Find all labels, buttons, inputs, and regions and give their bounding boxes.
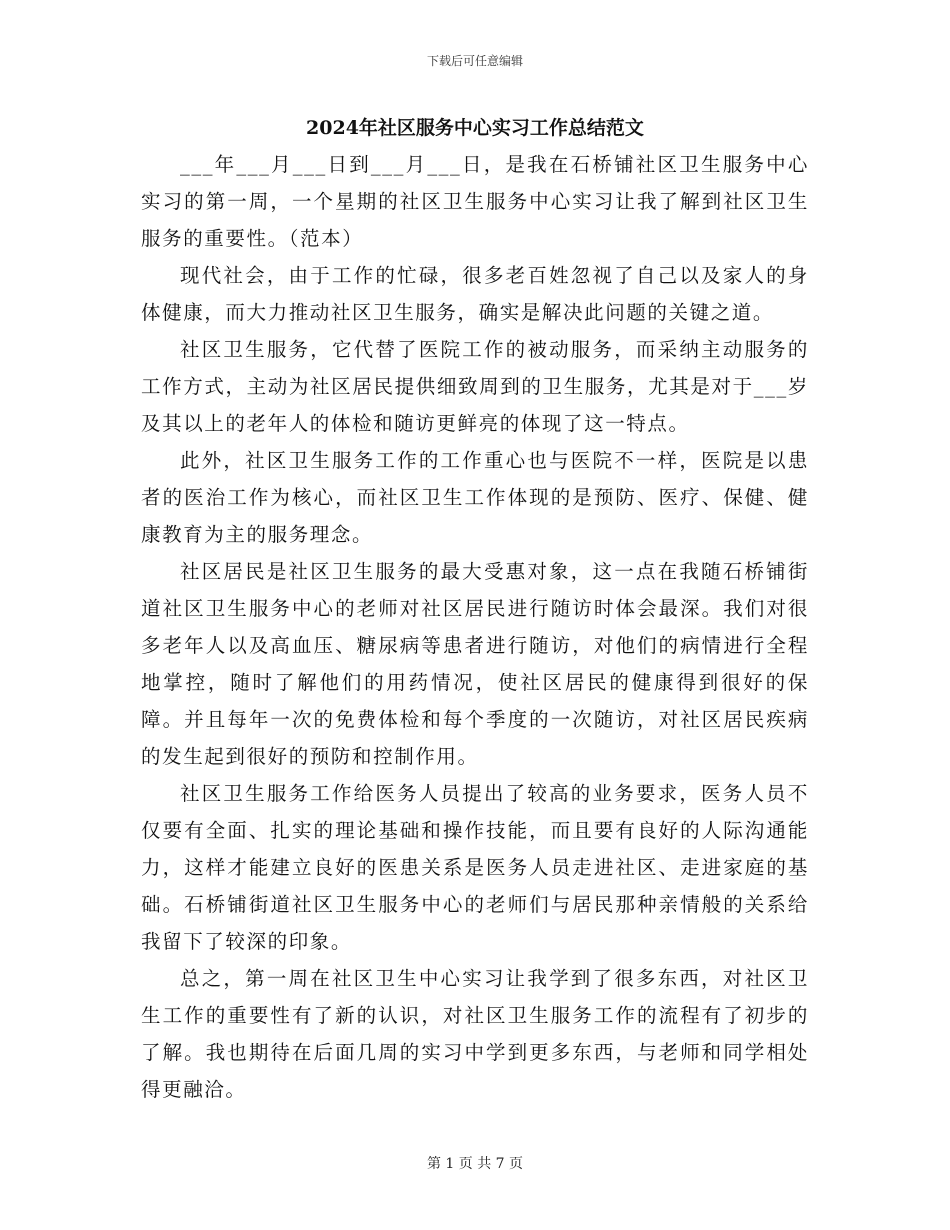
document-title: 2024年社区服务中心实习工作总结范文 (306, 117, 644, 139)
paragraph-5: 社区居民是社区卫生服务的最大受惠对象，这一点在我随石桥铺街道社区卫生服务中心的老师对社区居民进行随访时体会最深。我们对很多老年人以及高血压、糖尿病等患者进行随访，对他们的病情进行全程地掌控，随时了解他们的用药情况，使社区居民的健康得到很好的保障。并且每年一次的免费体检和每个季度的一次随访，对社区居民疾病的发生起到很好的预防和控制作用。 (141, 560, 809, 768)
paragraph-6: 社区卫生服务工作给医务人员提出了较高的业务要求，医务人员不仅要有全面、扎实的理论基础和操作技能，而且要有良好的人际沟通能力，这样才能建立良好的医患关系是医务人员走进社区、走进家庭的基础。石桥铺街道社区卫生服务中心的老师们与居民那种亲情般的关系给我留下了较深的印象。 (141, 782, 809, 953)
page-number-indicator: 第 1 页 共 7 页 (426, 1156, 524, 1172)
paragraph-7: 总之，第一周在社区卫生中心实习让我学到了很多东西，对社区卫生工作的重要性有了新的认识，对社区卫生服务工作的流程有了初步的了解。我也期待在后面几周的实习中学到更多东西，与老师和同学相处得更融洽。 (141, 967, 809, 1101)
document-body (141, 146, 809, 1108)
page-header-note: 下载后可任意编辑 (426, 54, 523, 68)
paragraph-3: 社区卫生服务，它代替了医院工作的被动服务，而采纳主动服务的工作方式，主动为社区居民提供细致周到的卫生服务，尤其是对于___岁及其以上的老年人的体检和随访更鲜亮的体现了这一特点。 (141, 338, 809, 435)
paragraph-2: 现代社会，由于工作的忙碌，很多老百姓忽视了自己以及家人的身体健康，而大力推动社区卫生服务，确实是解决此问题的关键之道。 (141, 264, 809, 324)
paragraph-4: 此外，社区卫生服务工作的工作重心也与医院不一样，医院是以患者的医治工作为核心，而社区卫生工作体现的是预防、医疗、保健、健康教育为主的服务理念。 (141, 449, 809, 546)
paragraph-1: ___年___月___日到___月___日，是我在石桥铺社区卫生服务中心实习的第一周，一个星期的社区卫生服务中心实习让我了解到社区卫生服务的重要性。（范本） (141, 153, 809, 250)
